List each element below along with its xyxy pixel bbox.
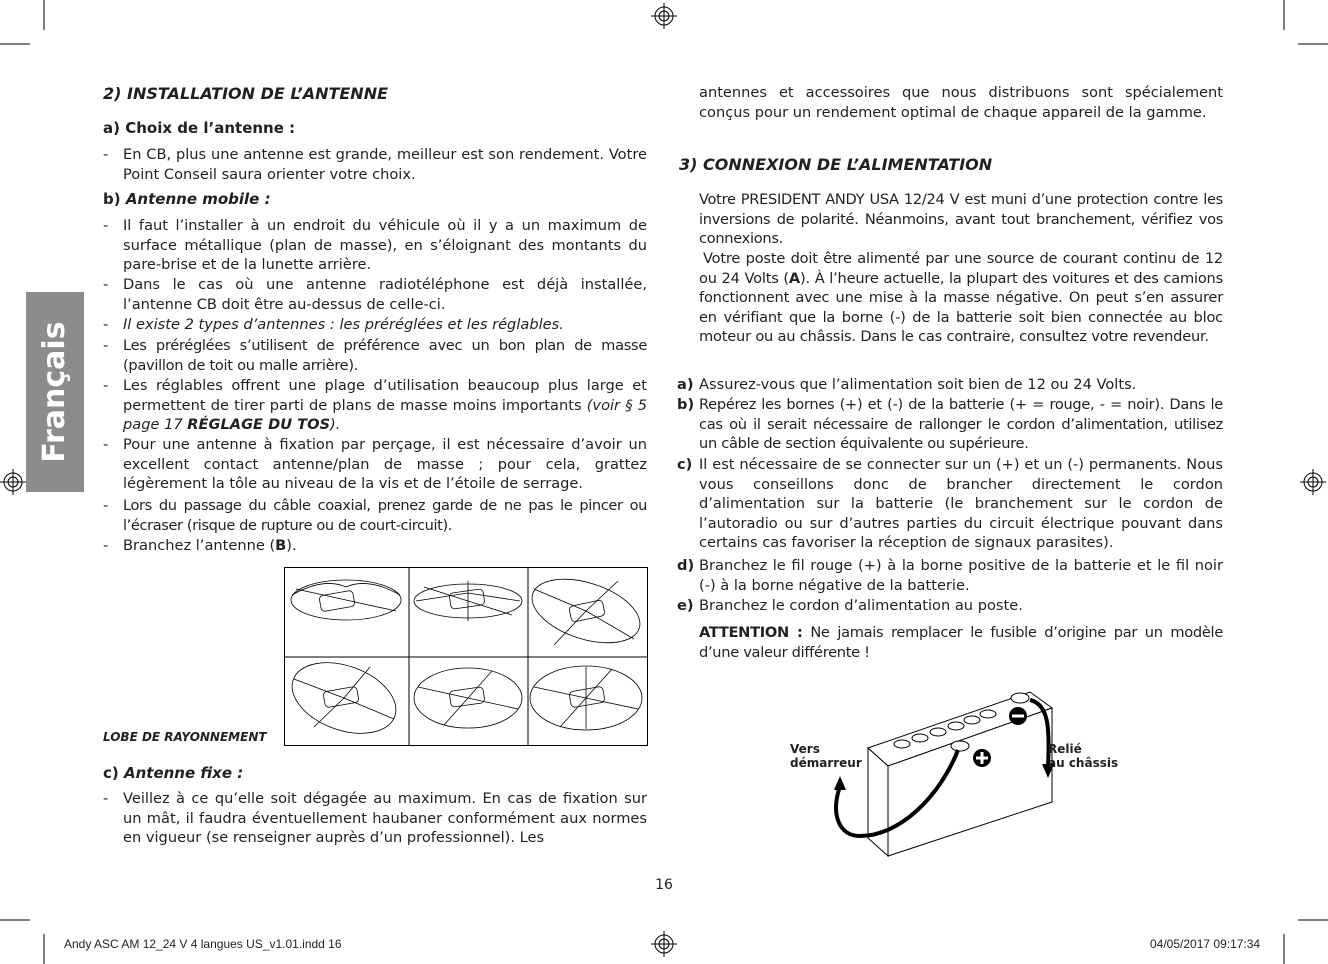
- attention-note: ATTENTION : Ne jamais remplacer le fusible d’origine par un modèle d’une valeur différente !: [699, 624, 1223, 661]
- footer-timestamp: 04/05/2017 09:17:34: [1150, 937, 1261, 951]
- section-3-title: 3) CONNEXION DE L’ALIMENTATION: [679, 155, 993, 174]
- radiation-lobe-figure: [284, 567, 648, 746]
- power-paragraph-1: Votre PRESIDENT ANDY USA 12/24 V est muni d’une protection contre les inversions de polarité. Néanmoins, avant tout branchement, vérifiez vos connexions.: [699, 191, 1223, 247]
- battery-label-chassis: Relié au châssis: [1048, 742, 1119, 770]
- power-item-a: a) Assurez-vous que l’alimentation soit bien de 12 ou 24 Volts.: [677, 376, 1137, 393]
- subsection-c-heading: c) Antenne fixe :: [103, 764, 244, 782]
- b-item-2: - Dans le cas où une antenne radiotéléphone est déjà installée, l’antenne CB doit être au-dessus de celle-ci.: [103, 276, 647, 313]
- a-item-1: - En CB, plus une antenne est grande, meilleur est son rendement. Votre Point Conseil saura orienter votre choix.: [103, 146, 647, 183]
- lobe-caption: LOBE DE RAYONNEMENT: [103, 730, 267, 744]
- language-side-tab: [26, 292, 84, 492]
- subsection-a-heading: a) Choix de l’antenne :: [103, 119, 296, 137]
- b-item-4: - Les préréglées s’utilisent de préférence avec un bon plan de masse (pavillon de toit ou malle arrière).: [103, 337, 647, 374]
- power-item-e: e) Branchez le cordon d’alimentation au poste.: [677, 597, 1023, 614]
- section-2-title: 2) INSTALLATION DE L’ANTENNE: [103, 84, 389, 103]
- subsection-b-heading: b) Antenne mobile :: [103, 190, 271, 208]
- b-item-3: - Il existe 2 types d’antennes : les préréglées et les réglables.: [103, 316, 564, 333]
- battery-label-starter: Vers démarreur: [790, 742, 862, 770]
- antenna-intro-continued: antennes et accessoires que nous distribuons sont spécialement conçus pour un rendement optimal de chaque appareil de la gamme.: [699, 84, 1223, 121]
- power-item-b: b) Repérez les bornes (+) et (-) de la batterie (+ = rouge, - = noir). Dans le cas où il serait nécessaire de rallonger le cordon d’alimentation, utilisez un câble de section équivalente ou supérieure.: [677, 396, 1223, 452]
- b-item-6: - Pour une antenne à fixation par perçage, il est nécessaire d’avoir un excellent contact antenne/plan de masse ; pour cela, grattez légèrement la tôle au niveau de la vis et de l’étoile de serrage.: [103, 436, 647, 492]
- c-item-1: - Veillez à ce qu’elle soit dégagée au maximum. En cas de fixation sur un mât, il faudra éventuellement haubaner conformément aux normes en vigueur (se renseigner auprès d’un professionnel). Les: [103, 790, 647, 846]
- power-item-d: d) Branchez le fil rouge (+) à la borne positive de la batterie et le fil noir (-) à la borne négative de la batterie.: [677, 557, 1223, 594]
- b-item-8: - Branchez l’antenne (B).: [103, 537, 297, 554]
- b-item-1: - Il faut l’installer à un endroit du véhicule où il y a un maximum de surface métallique (plan de masse), en s’éloignant des montants du pare-brise et de la lunette arrière.: [103, 217, 647, 273]
- battery-illustration: [820, 686, 1060, 858]
- page-number: 16: [655, 877, 673, 893]
- b-item-5: - Les réglables offrent une plage d’utilisation beaucoup plus large et permettent de tirer parti de plans de masse moins importants (voir § 5 page 17 RÉGLAGE DU TOS).: [103, 377, 647, 433]
- side-tab-label: Français: [37, 321, 72, 463]
- power-paragraph-2: Votre poste doit être alimenté par une source de courant continu de 12 ou 24 Volts (A). À l’heure actuelle, la plupart des voitures et des camions fonctionnent avec une mise à la masse négative. On peut s’en assurer en vérifiant que la borne (-) de la batterie soit bien connectée au bloc moteur ou au châssis. Dans le cas contraire, consultez votre revendeur.: [699, 250, 1224, 345]
- b-item-7: - Lors du passage du câble coaxial, prenez garde de ne pas le pincer ou l’écraser (risque de rupture ou de court-circuit).: [103, 497, 647, 534]
- power-item-c: c) Il est nécessaire de se connecter sur un (+) et un (-) permanents. Nous vous conseillons donc de brancher directement le cordon d’alimentation sur la batterie (le branchement sur le cordon de l’autoradio ou sur d’autres parties du circuit électrique pouvant dans certains cas favoriser la réception de signaux parasites).: [677, 456, 1223, 551]
- footer-file-info: Andy ASC AM 12_24 V 4 langues US_v1.01.indd 16: [64, 937, 342, 951]
